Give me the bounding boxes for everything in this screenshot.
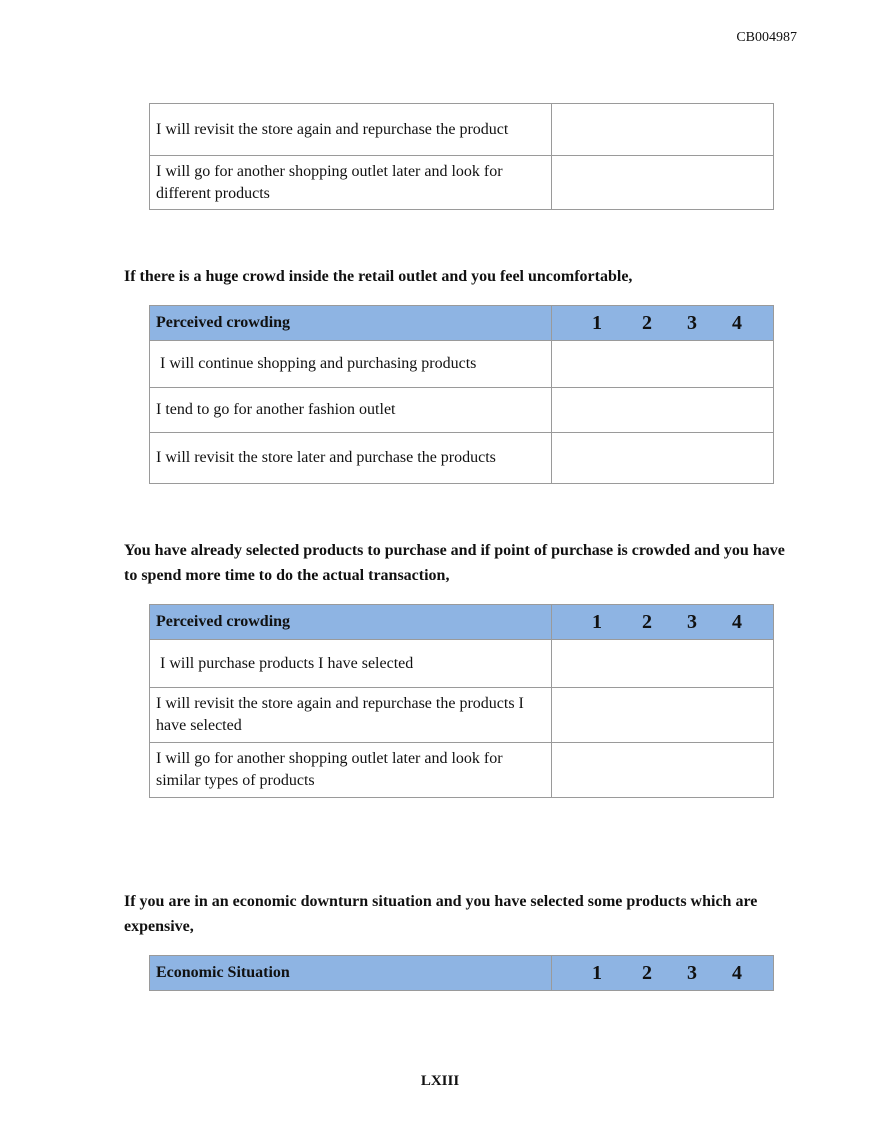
rating-scale-header xyxy=(552,306,774,341)
table-header-label: Perceived crowding xyxy=(150,605,552,640)
rating-cell[interactable] xyxy=(552,156,774,210)
scale-label: 1 xyxy=(592,962,602,984)
rating-cell[interactable] xyxy=(552,433,774,484)
rating-cell[interactable] xyxy=(552,743,774,798)
scale-label: 2 xyxy=(642,312,652,334)
table-header-row xyxy=(150,306,774,341)
survey-table-economic-situation xyxy=(149,955,774,991)
table-row xyxy=(150,433,774,484)
scale-label: 1 xyxy=(592,611,602,633)
statement-cell: I will revisit the store again and repurchase the product xyxy=(150,104,552,156)
statement-cell: I will purchase products I have selected xyxy=(150,640,552,688)
rating-cell[interactable] xyxy=(552,688,774,743)
scale-label: 4 xyxy=(732,611,742,633)
rating-scale-header xyxy=(552,605,774,640)
rating-cell[interactable] xyxy=(552,640,774,688)
table-row xyxy=(150,104,774,156)
statement-cell: I will revisit the store later and purchase the products xyxy=(150,433,552,484)
scale-label: 4 xyxy=(732,312,742,334)
rating-cell[interactable] xyxy=(552,341,774,388)
table-row xyxy=(150,743,774,798)
statement-cell: I will continue shopping and purchasing products xyxy=(150,341,552,388)
table-row xyxy=(150,341,774,388)
table-header-row xyxy=(150,956,774,991)
statement-cell: I will go for another shopping outlet later and look for different products xyxy=(150,156,552,210)
question-prompt-checkout-crowd: You have already selected products to purchase and if point of purchase is crowded and you have to spend more time to do the actual transaction, xyxy=(124,542,785,584)
rating-scale-header xyxy=(552,956,774,991)
rating-cell[interactable] xyxy=(552,388,774,433)
table-header-label: Perceived crowding xyxy=(150,306,552,341)
survey-table-perceived-crowding-2 xyxy=(149,604,774,798)
scale-label: 3 xyxy=(687,962,697,984)
question-prompt-crowd: If there is a huge crowd inside the retail outlet and you feel uncomfortable, xyxy=(124,268,633,285)
table-row xyxy=(150,640,774,688)
scale-label: 3 xyxy=(687,312,697,334)
document-id: CB004987 xyxy=(736,30,797,45)
survey-table-continued xyxy=(149,103,774,210)
table-header-row xyxy=(150,605,774,640)
statement-cell: I will go for another shopping outlet later and look for similar types of products xyxy=(150,743,552,798)
scale-label: 3 xyxy=(687,611,697,633)
statement-cell: I will revisit the store again and repurchase the products I have selected xyxy=(150,688,552,743)
survey-table-perceived-crowding-1 xyxy=(149,305,774,484)
rating-cell[interactable] xyxy=(552,104,774,156)
statement-cell: I tend to go for another fashion outlet xyxy=(150,388,552,433)
question-prompt-economic: If you are in an economic downturn situation and you have selected some products which are expensive, xyxy=(124,893,758,935)
table-row xyxy=(150,156,774,210)
page-number: LXIII xyxy=(420,1073,460,1089)
table-header-label: Economic Situation xyxy=(150,956,552,991)
table-row xyxy=(150,388,774,433)
scale-label: 2 xyxy=(642,611,652,633)
scale-label: 1 xyxy=(592,312,602,334)
table-row xyxy=(150,688,774,743)
scale-label: 4 xyxy=(732,962,742,984)
scale-label: 2 xyxy=(642,962,652,984)
